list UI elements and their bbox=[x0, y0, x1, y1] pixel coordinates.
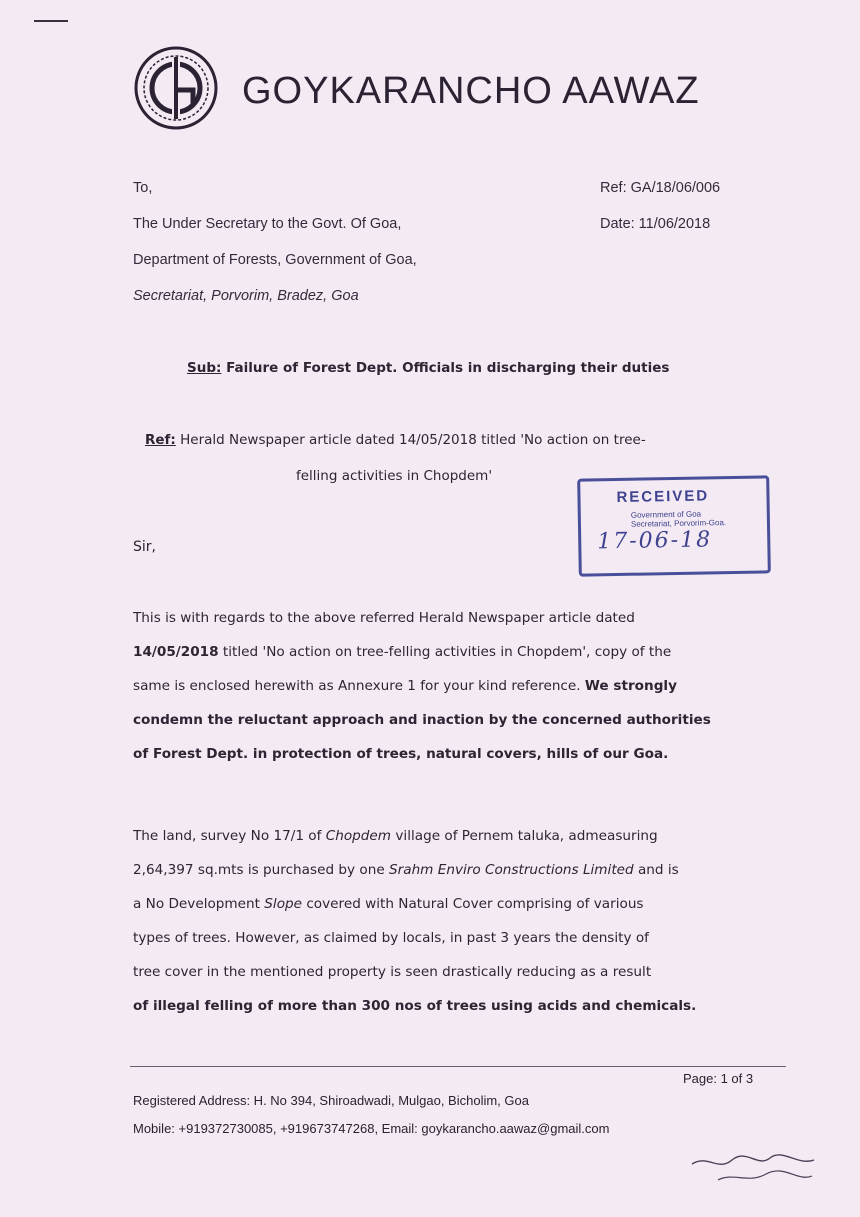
stamp-subtitle-line: Secretariat, Porvorim-Goa. bbox=[630, 518, 727, 529]
reference-number: Ref: GA/18/06/006 bbox=[600, 180, 721, 196]
contact-details: Mobile: +919372730085, +919673747268, Email: goykarancho.aawaz@gmail.com bbox=[133, 1121, 610, 1136]
paragraph-2 bbox=[133, 828, 773, 1032]
paragraph-line bbox=[133, 828, 773, 862]
received-stamp bbox=[577, 475, 771, 576]
paragraph-text: The land, survey No 17/1 of bbox=[133, 828, 326, 844]
paragraph-text: titled 'No action on tree-felling activities in Chopdem', copy of the bbox=[218, 644, 672, 660]
paragraph-line bbox=[133, 896, 773, 930]
emphasis-text: We strongly bbox=[584, 678, 677, 694]
paragraph-line bbox=[133, 644, 773, 678]
subject-text: Failure of Forest Dept. Officials in discharging their duties bbox=[221, 360, 670, 376]
reference-text: Herald Newspaper article dated 14/05/2018 titled 'No action on tree- bbox=[175, 432, 646, 448]
paragraph-line: condemn the reluctant approach and inaction by the concerned authorities bbox=[133, 712, 711, 728]
company-name: Srahm Enviro Constructions Limited bbox=[389, 862, 634, 878]
paragraph-line: This is with regards to the above referred Herald Newspaper article dated bbox=[133, 610, 635, 626]
paragraph-text: 2,64,397 sq.mts is purchased by one bbox=[133, 862, 390, 878]
paragraph-text: and is bbox=[633, 862, 679, 878]
article-date: 14/05/2018 bbox=[133, 644, 219, 660]
paragraph-line bbox=[133, 678, 773, 712]
organization-logo bbox=[133, 45, 219, 131]
paragraph-text: a No Development bbox=[133, 896, 265, 912]
paragraph-line: types of trees. However, as claimed by locals, in past 3 years the density of bbox=[133, 930, 649, 946]
paragraph-line bbox=[133, 862, 773, 896]
letter-date: Date: 11/06/2018 bbox=[600, 216, 711, 232]
stamp-title: RECEIVED bbox=[616, 487, 710, 506]
village-name: Chopdem bbox=[325, 828, 392, 844]
page-number: Page: 1 of 3 bbox=[683, 1071, 754, 1086]
paragraph-text: village of Pernem taluka, admeasuring bbox=[391, 828, 658, 844]
paragraph-line: tree cover in the mentioned property is seen drastically reducing as a result bbox=[133, 964, 652, 980]
addressee-line: The Under Secretary to the Govt. Of Goa, bbox=[133, 216, 402, 232]
paragraph-line: of Forest Dept. in protection of trees, natural covers, hills of our Goa. bbox=[133, 746, 669, 762]
corner-mark bbox=[34, 20, 68, 22]
stamp-date: 17-06-18 bbox=[597, 527, 713, 555]
subject-label: Sub: bbox=[187, 360, 222, 376]
reference-line bbox=[145, 432, 646, 448]
registered-address: Registered Address: H. No 394, Shiroadwadi, Mulgao, Bicholim, Goa bbox=[133, 1093, 529, 1108]
handwritten-signature bbox=[688, 1150, 818, 1190]
stamp-subtitle bbox=[631, 509, 741, 529]
zone-type: Slope bbox=[264, 896, 303, 912]
paragraph-1 bbox=[133, 610, 773, 780]
addressee-line: Secretariat, Porvorim, Bradez, Goa bbox=[133, 288, 359, 304]
to-label: To, bbox=[133, 180, 153, 196]
stamp-subtitle-line: Government of Goa bbox=[630, 509, 702, 520]
paragraph-text: same is enclosed herewith as Annexure 1 for your kind reference. bbox=[133, 678, 585, 694]
addressee-line: Department of Forests, Government of Goa, bbox=[133, 252, 417, 268]
salutation: Sir, bbox=[133, 539, 156, 555]
paragraph-text: covered with Natural Cover comprising of various bbox=[302, 896, 644, 912]
reference-label: Ref: bbox=[145, 432, 176, 448]
organization-name: GOYKARANCHO AAWAZ bbox=[242, 70, 700, 112]
paragraph-line: of illegal felling of more than 300 nos of trees using acids and chemicals. bbox=[133, 998, 697, 1014]
footer-divider bbox=[130, 1066, 786, 1067]
reference-line-continued: felling activities in Chopdem' bbox=[296, 468, 493, 484]
subject-line bbox=[187, 360, 669, 376]
